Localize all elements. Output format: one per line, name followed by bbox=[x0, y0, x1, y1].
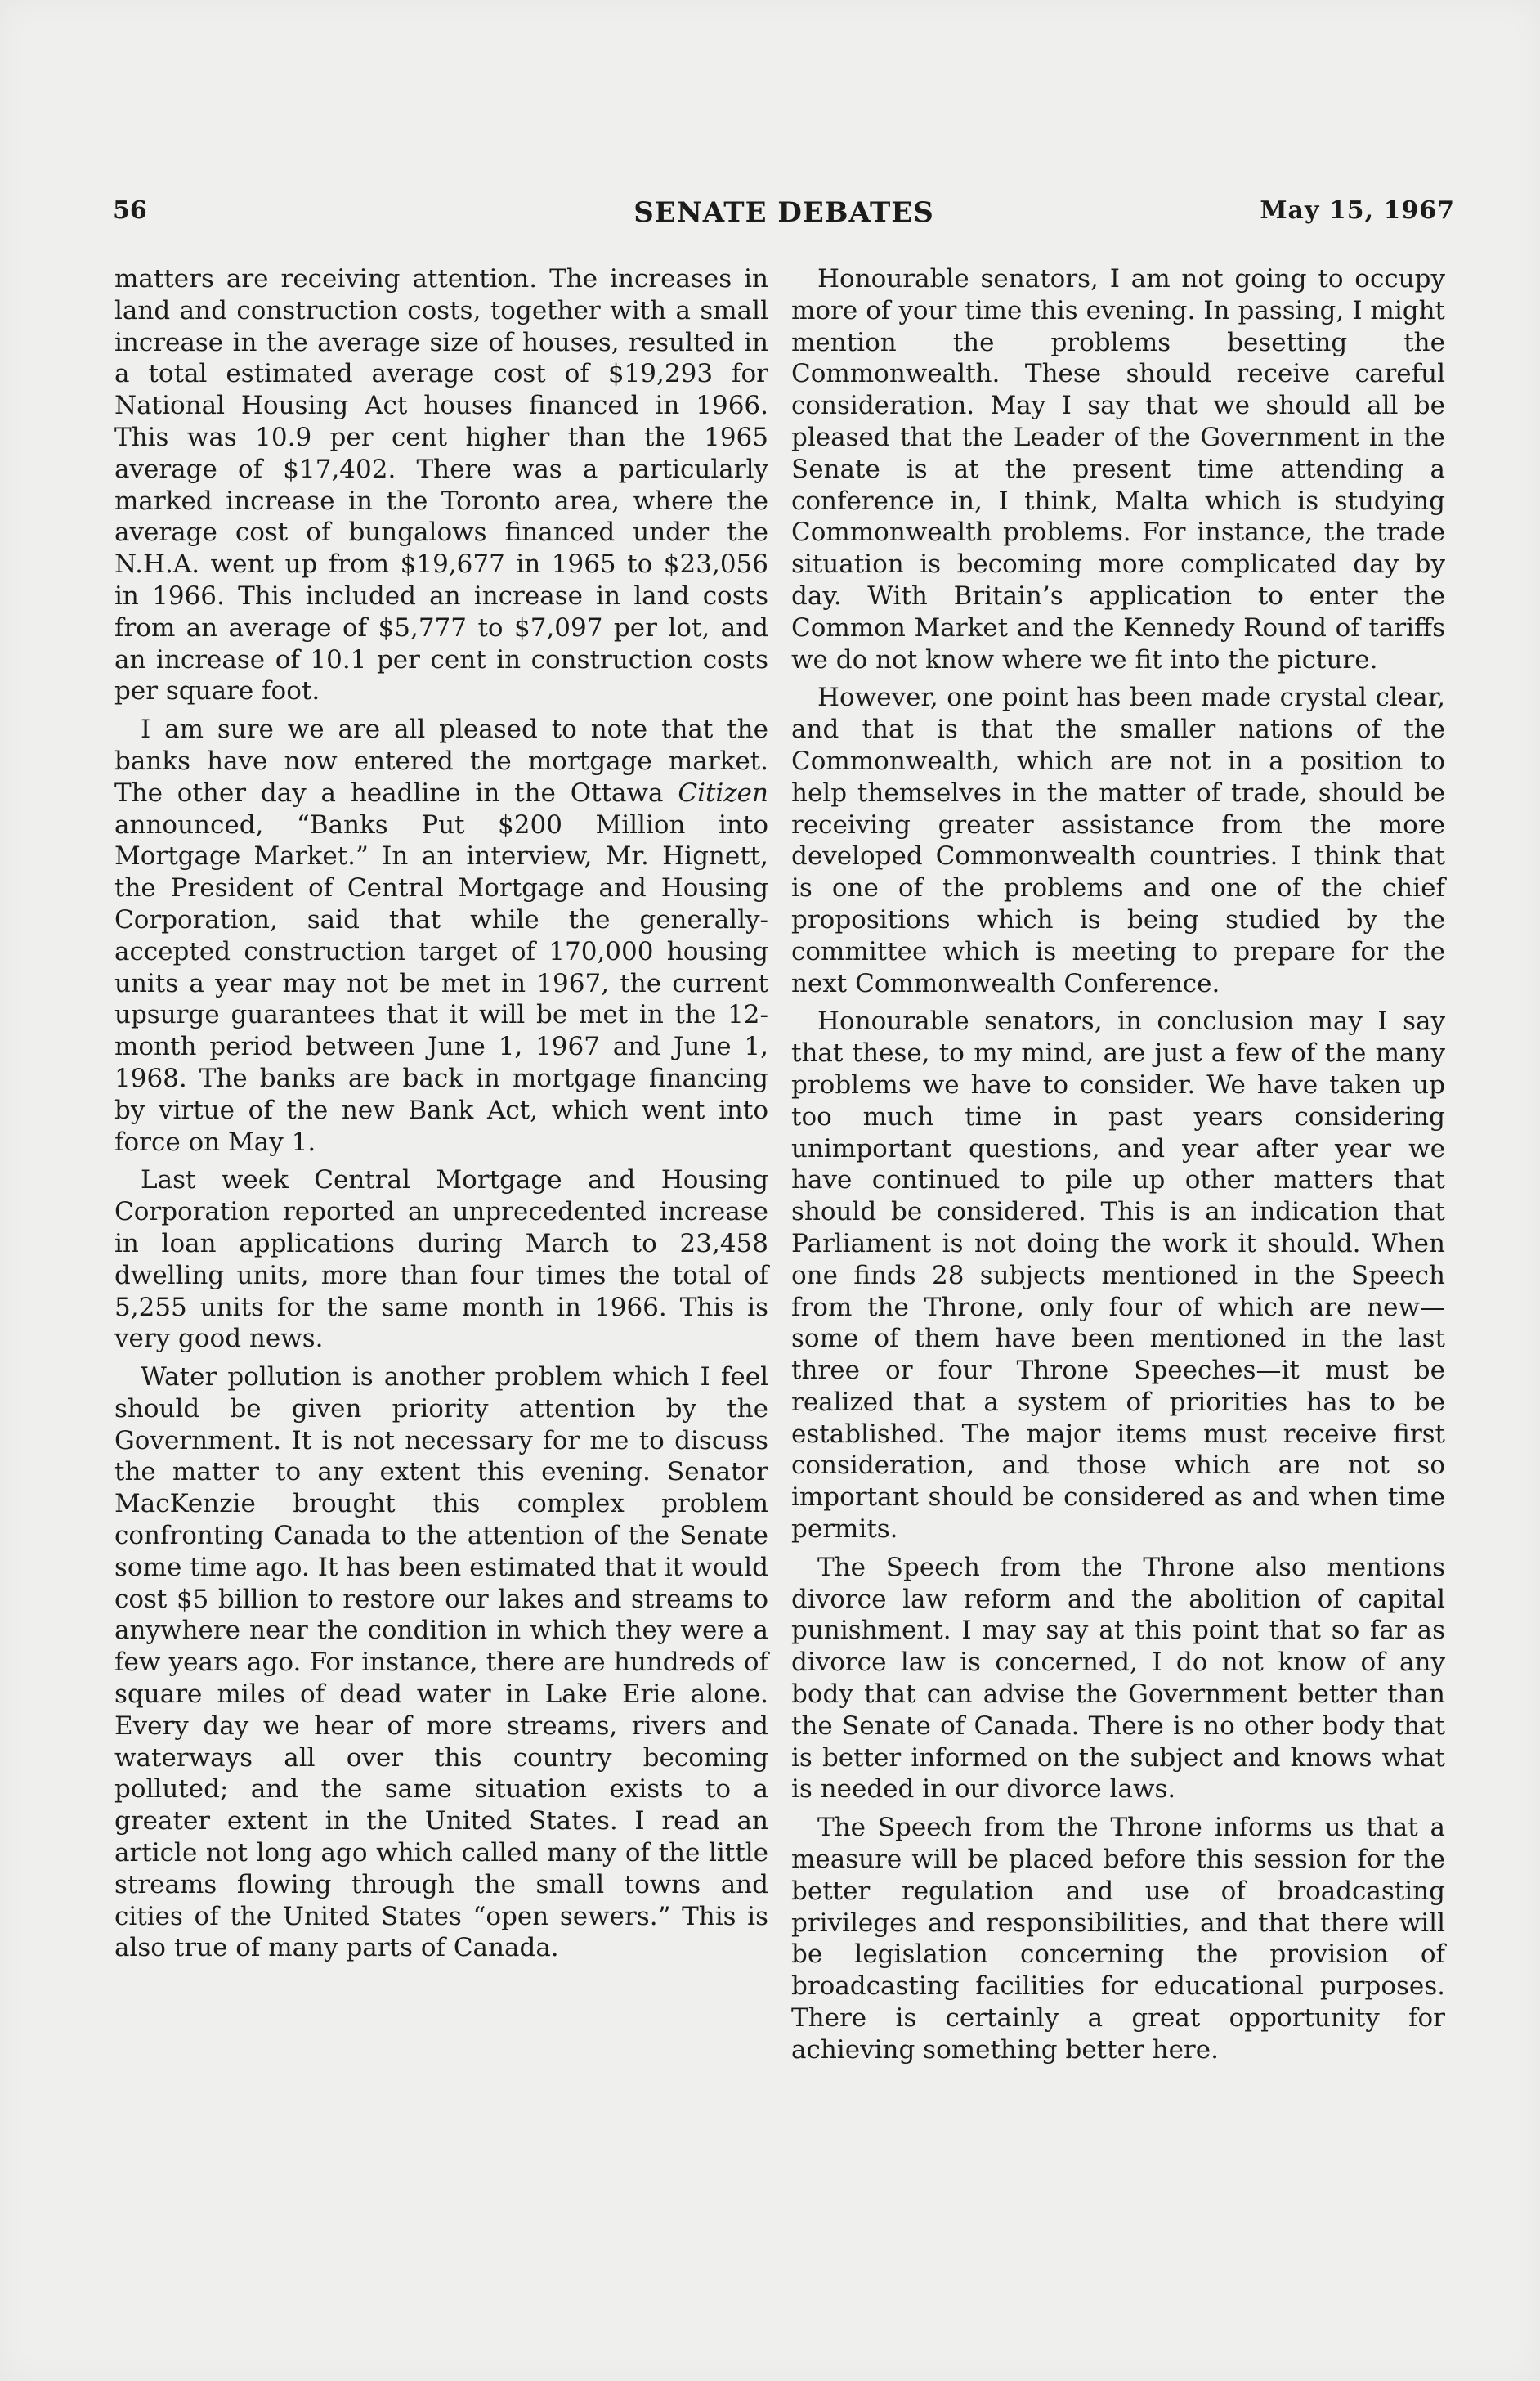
paragraph: However, one point has been made crystal clear, and that is that the smaller nations of the Commonwealth, which are not in a position to help themselves in the matter of trade, should be receiving greater assistance from the more developed Commonwealth countries. I think that is one of the problems and one of the chief propositions which is being studied by the committee which is meeting to prepare for the next Commonwealth Conference. bbox=[791, 683, 1445, 998]
paragraph: The Speech from the Throne also mentions divorce law reform and the abolition of capital punishment. I may say at this point that so far as divorce law is concerned, I do not know of any body that can advise the Government better than the Senate of Canada. There is no other body that is better informed on the subject and knows what is needed in our divorce laws. bbox=[791, 1552, 1445, 1805]
right-column bbox=[791, 263, 1445, 2066]
paragraph bbox=[114, 714, 768, 1158]
paragraph-text: I am sure we are all pleased to note that the banks have now entered the mortgage market. The other day a headline in the Ottawa bbox=[114, 715, 768, 808]
paragraph: matters are receiving attention. The increases in land and construction costs, together with a small increase in the average size of houses, resulted in a total estimated average cost of $19,293 for National Housing Act houses financed in 1966. This was 10.9 per cent higher than the 1965 average of $17,402. There was a particularly marked increase in the Toronto area, where the average cost of bungalows financed under the N.H.A. went up from $19,677 in 1965 to $23,056 in 1966. This included an increase in land costs from an average of $5,777 to $7,097 per lot, and an increase of 10.1 per cent in construction costs per square foot. bbox=[114, 264, 768, 706]
publication-title: SENATE DEBATES bbox=[633, 196, 934, 229]
paragraph-text: announced, “Banks Put $200 Million into Mortgage Market.” In an interview, Mr. Hignett, the President of Central Mortgage and Housing Corporation, said that while the generally-accepted construction target of 170,000 housing units a year may not be met in 1967, the current upsurge guarantees that it will be met in the 12-month period between June 1, 1967 and June 1, 1968. The banks are back in mortgage financing by virtue of the new Bank Act, which went into force on May 1. bbox=[114, 809, 768, 1157]
paragraph: Water pollution is another problem which I feel should be given priority attention by the Government. It is not necessary for me to discuss the matter to any extent this evening. Senator MacKenzie brought this complex problem confronting Canada to the attention of the Senate some time ago. It has been estimated that it would cost $5 billion to restore our lakes and streams to anywhere near the condition in which they were a few years ago. For instance, there are hundreds of square miles of dead water in Lake Erie alone. Every day we hear of more streams, rivers and waterways all over this country becoming polluted; and the same situation exists to a greater extent in the United States. I read an article not long ago which called many of the little streams flowing through the small towns and cities of the United States “open sewers.” This is also true of many parts of Canada. bbox=[114, 1362, 768, 1963]
newspaper-name: Citizen bbox=[678, 778, 768, 808]
paragraph: Honourable senators, I am not going to occupy more of your time this evening. In passing, I might mention the problems besetting the Commonwealth. These should receive careful consideration. May I say that we should all be pleased that the Leader of the Government in the Senate is at the present time attending a conference in, I think, Malta which is studying Commonwealth problems. For instance, the trade situation is becoming more complicated day by day. With Britain’s application to enter the Common Market and the Kennedy Round of tariffs we do not know where we fit into the picture. bbox=[791, 264, 1445, 675]
left-column bbox=[114, 263, 768, 1964]
paragraph: Honourable senators, in conclusion may I say that these, to my mind, are just a few of the many problems we have to consider. We have taken up too much time in past years considering unimportant questions, and year after year we have continued to pile up other matters that should be considered. This is an indication that Parliament is not doing the work it should. When one finds 28 subjects mentioned in the Speech from the Throne, only four of which are new—some of them have been mentioned in the last three or four Throne Speeches—it must be realized that a system of priorities has to be established. The major items must receive first consideration, and those which are not so important should be considered as and when time permits. bbox=[791, 1007, 1445, 1545]
issue-date: May 15, 1967 bbox=[1260, 196, 1455, 225]
paragraph: Last week Central Mortgage and Housing Corporation reported an unprecedented increase in loan applications during March to 23,458 dwelling units, more than four times the total of 5,255 units for the same month in 1966. This is very good news. bbox=[114, 1165, 768, 1354]
page-header bbox=[113, 196, 1455, 229]
page-number: 56 bbox=[113, 196, 147, 225]
paragraph: The Speech from the Throne informs us that a measure will be placed before this session for the better regulation and use of broadcasting privileges and responsibilities, and that there will be legislation concerning the provision of broadcasting facilities for educational purposes. There is certainly a great opportunity for achieving something better here. bbox=[791, 1813, 1445, 2065]
